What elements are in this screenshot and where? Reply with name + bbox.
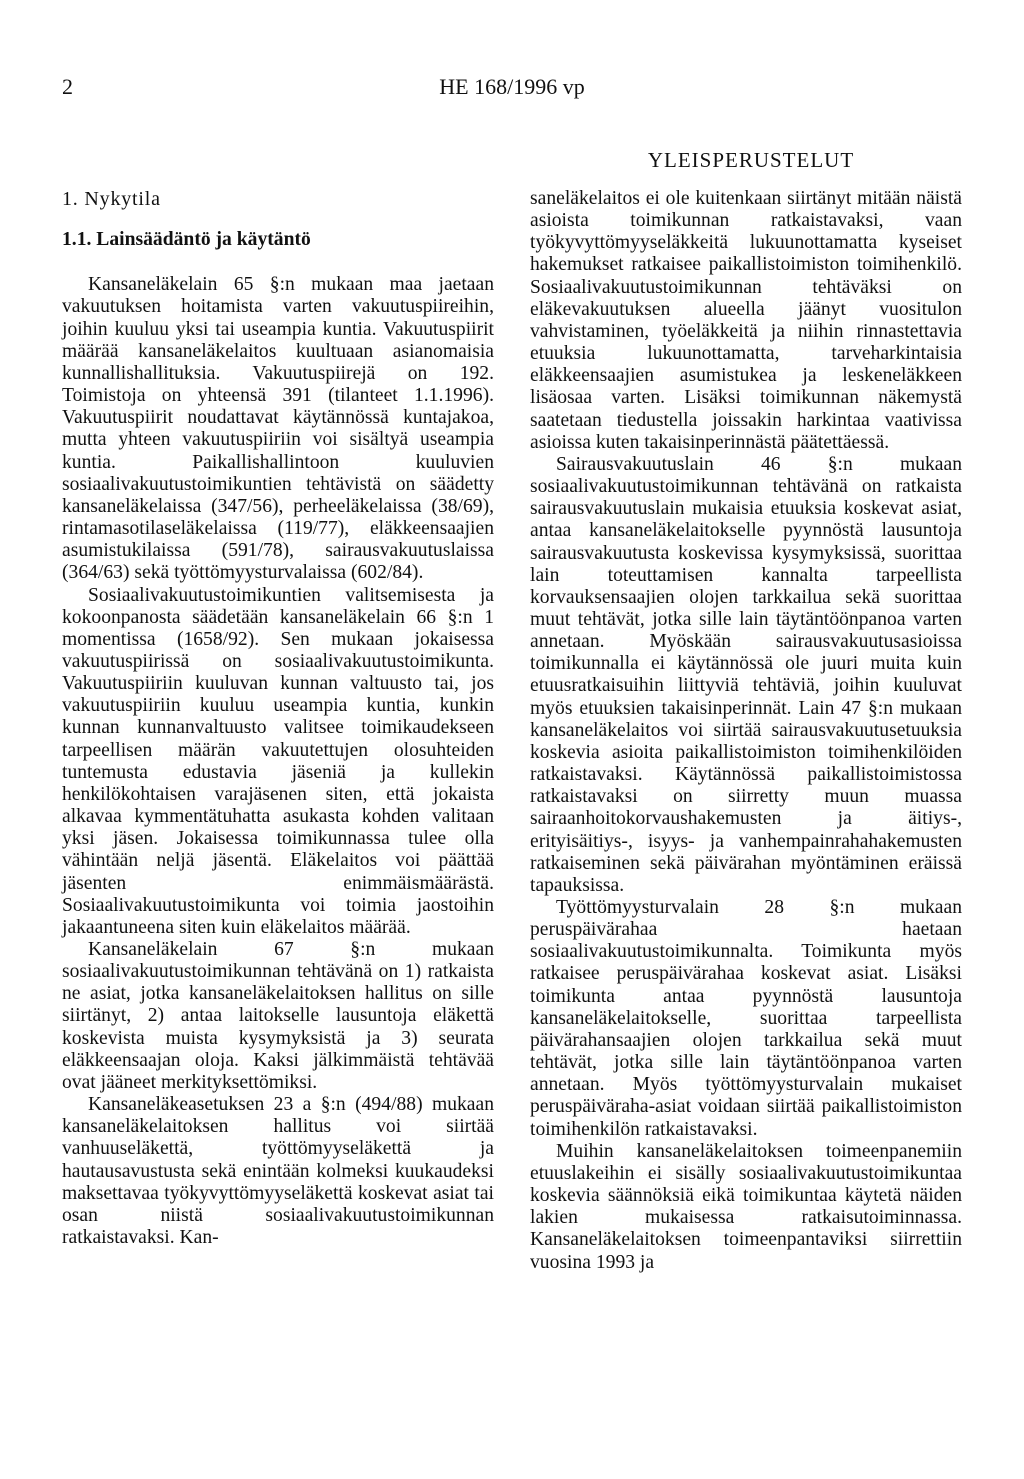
subsection-heading xyxy=(62,229,494,251)
section-heading: 1. Nykytila xyxy=(62,188,161,210)
right-column xyxy=(530,188,962,1274)
document-id: HE 168/1996 vp xyxy=(439,74,585,99)
paragraph: Työttömyysturvalain 28 §:n mukaan peruspäivärahaa haetaan sosiaalivakuutustoimikunnalta. Toimikunta myös ratkaisee peruspäivärahaa koskevat asiat. Lisäksi toimikunta antaa pyynnöstä lausuntoja kansaneläkelaitokselle, suorittaa tarpeellista päivärahansaajien olojen tarkkailua sekä muut tehtävät, jotka sille lain täytäntöönpanoa varten annetaan. Myös työttömyysturvalain mukaiset peruspäiväraha-asiat voidaan siirtää paikallistoimiston toimihenkilön ratkaistavaksi. xyxy=(530,897,962,1140)
paragraph: Kansaneläkelain 67 §:n mukaan sosiaalivakuutustoimikunnan tehtävänä on 1) ratkaista ne asiat, jotka kansaneläkelaitoksen hallitus on sille siirtänyt, 2) antaa laitokselle lausuntoja eläkettä koskevista muista kysymyksistä ja 3) seurata eläkkeensaajan oloja. Kaksi jälkimmäistä tehtävää ovat jääneet merkityksettömiksi. xyxy=(62,939,494,1093)
paragraph: saneläkelaitos ei ole kuitenkaan siirtänyt mitään näistä asioista toimikunnan ratkaistavaksi, vaan työkyvyttömyyseläkkeitä lukuunottamatta kyseiset hakemukset ratkaisee paikallistoimiston toimihenkilö. Sosiaalivakuutustoimikunnan tehtäväksi on eläkevakuutuksen alueella jäänyt vuositulon vahvistaminen, työeläkkeitä ja niihin rinnastettavia etuuksia lukuunottamatta, tarveharkintaisia eläkkeensaajien asumistukea ja leskeneläkkeen lisäosaa varten. Lisäksi toimikunnan näkemystä saatetaan tiedustella joissakin harkintaa vaativissa asioissa kuten takaisinperinnästä päätettäessä. xyxy=(530,188,962,453)
paragraph: Kansaneläkeasetuksen 23 a §:n (494/88) mukaan kansaneläkelaitoksen hallitus voi siirtää vanhuuseläkettä, työttömyyseläkettä ja hautausavustusta sekä enintään kolmeksi kuukaudeksi maksettavaa työkyvyttömyyseläkettä koskevat asiat tai osan niistä sosiaalivakuutustoimikunnan ratkaistavaksi. Kan- xyxy=(62,1094,494,1249)
subsection-title: Lainsäädäntö ja käytäntö xyxy=(96,229,311,251)
page-number: 2 xyxy=(62,74,73,99)
paragraph: Sosiaalivakuutustoimikuntien valitsemisesta ja kokoonpanosta säädetään kansaneläkelain 66 §:n 1 momentissa (1658/92). Sen mukaan jokaisessa vakuutuspiirissä on sosiaalivakuutustoimikunta. Vakuutuspiiriin kuuluvan kunnan valtuusto tai, jos vakuutuspiiriin kuuluu useampia kuntia, kunkin kunnan kunnanvaltuusto valitsee toimikaudekseen tarpeellisen määrän vakuutettujen olosuhteiden tuntemusta edustavia jäseniä ja kullekin henkilökohtaisen varajäsenen siten, että jokaista alkavaa kymmentätuhatta asukasta kohden valitaan yksi jäsen. Jokaisessa toimikunnassa tulee olla vähintään neljä jäsentä. Eläkelaitos voi päättää jäsenten enimmäismäärästä. Sosiaalivakuutustoimikunta voi toimia jaostoihin jakaantuneena siten kuin eläkelaitos määrää. xyxy=(62,584,494,938)
left-column xyxy=(62,188,494,1249)
paragraph: Sairausvakuutuslain 46 §:n mukaan sosiaalivakuutustoimikunnan tehtävänä on ratkaista sairausvakuutuslain mukaisia etuuksia koskevat asiat, antaa kansaneläkelaitokselle pyynnöstä lausuntoja sairausvakuutusta koskevissa kysymyksissä, suorittaa lain toteuttamisen kannalta tarpeellista korvauksensaajien olojen tarkkailua sekä suorittaa muut tehtävät, jotka sille lain täytäntöönpanoa varten annetaan. Myöskään sairausvakuutusasioissa toimikunnalla ei käytännössä ole juuri muita kuin etuusratkaisuihin liittyviä tehtäviä, joihin kuuluvat myös etuuksien takaisinperinnät. Lain 47 §:n mukaan kansaneläkelaitos voi siirtää sairausvakuutusetuuksia koskevia asioita paikallistoimiston toimihenkilöiden ratkaistavaksi. Käytännössä paikallistoimistossa ratkaistavaksi on siirretty muun muassa sairaanhoitokorvaushakemusten ja äitiys-, erityisäitiys-, isyys- ja vanhempainrahahakemusten ratkaiseminen sekä päivärahan myöntäminen eräissä tapauksissa. xyxy=(530,453,962,896)
subsection-number: 1.1. xyxy=(62,229,92,251)
paragraph: Muihin kansaneläkelaitoksen toimeenpanemiin etuuslakeihin ei sisälly sosiaalivakuutustoimikuntaa koskevia säännöksiä eikä toimikuntaa käytetä näiden lakien mukaisessa ratkaisutoiminnassa. Kansaneläkelaitoksen toimeenpantaviksi siirrettiin vuosina 1993 ja xyxy=(530,1140,962,1273)
paragraph: Kansaneläkelain 65 §:n mukaan maa jaetaan vakuutuksen hoitamista varten vakuutuspiireihin, joihin kuuluu yksi tai useampia kuntia. Vakuutuspiirit määrää kansaneläkelaitos kuultuaan asianomaisia kunnallishallituksia. Vakuutuspiirejä on 192. Toimistoja on yhteensä 391 (tilanteet 1.1.1996). Vakuutuspiirit noudattavat käytännössä kuntajakoa, mutta yhteen vakuutuspiiriin voi sisältyä useampia kuntia. Paikallishallintoon kuuluvien sosiaalivakuutustoimikuntien tehtävistä on säädetty kansaneläkelaissa (347/56), perheeläkelaissa (38/69), rintamasotilaseläkelaissa (119/77), eläkkeensaajien asumistukilaissa (591/78), sairausvakuutuslaissa (364/63) sekä työttömyysturvalaissa (602/84). xyxy=(62,274,494,584)
main-heading: YLEISPERUSTELUT xyxy=(647,148,855,172)
